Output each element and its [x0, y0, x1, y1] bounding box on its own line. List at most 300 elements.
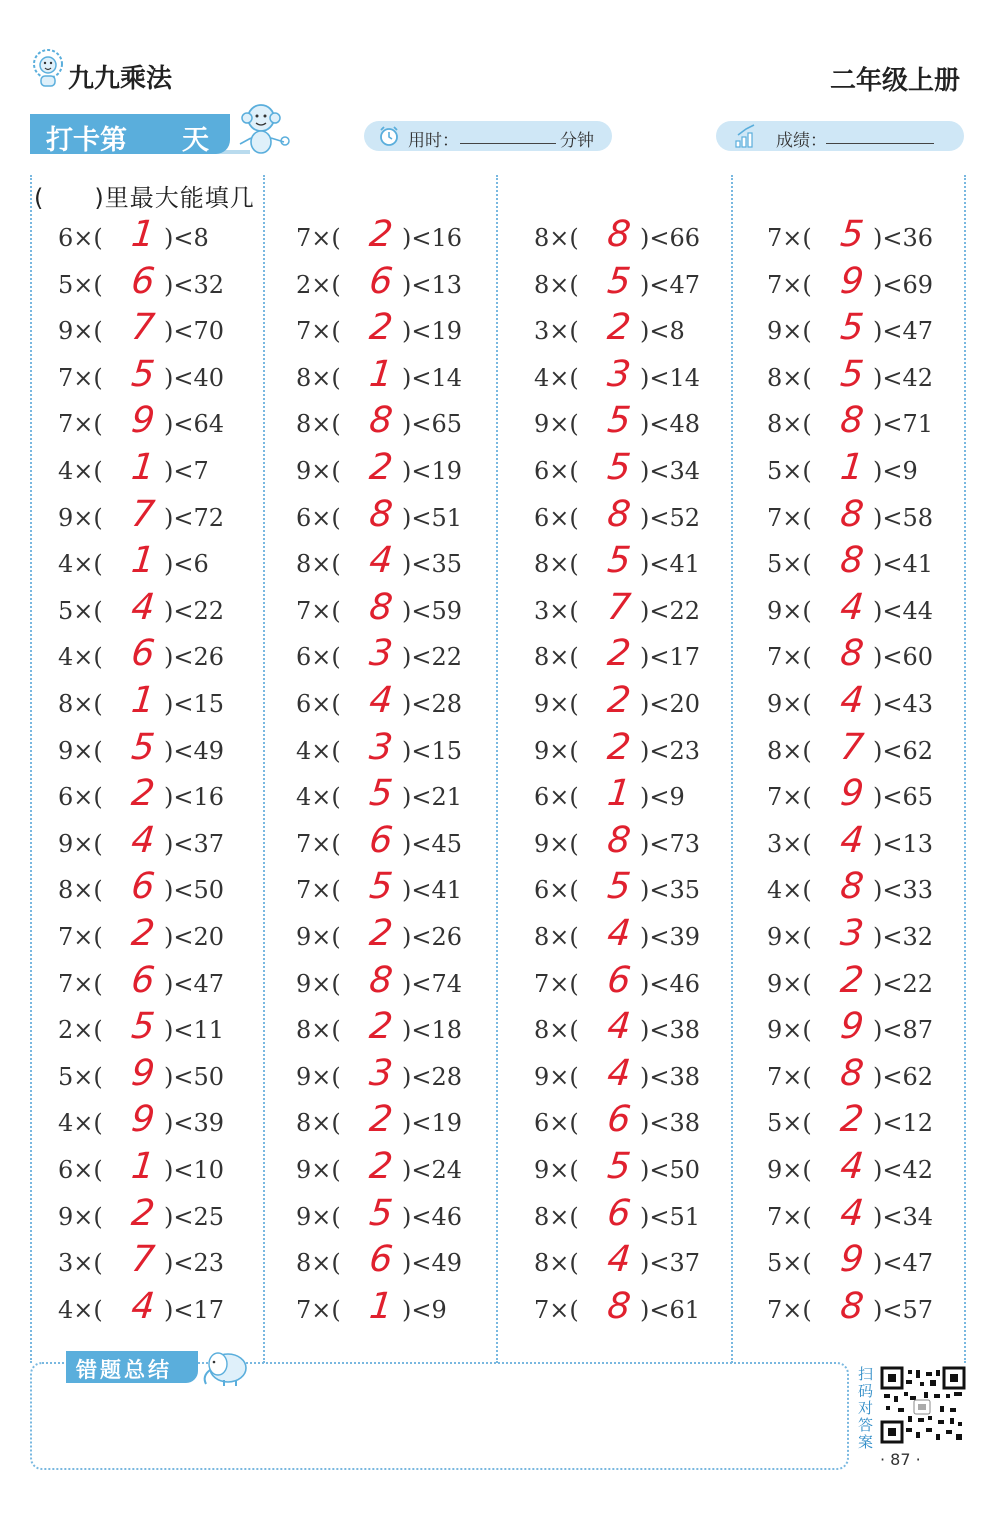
problem-item: [534, 1239, 714, 1287]
problem-item: [767, 1099, 947, 1147]
problem-right: )<9: [402, 1295, 447, 1324]
problem-item: [296, 214, 476, 262]
problem-left: 6×(: [58, 783, 103, 812]
problem-left: 6×(: [296, 503, 341, 532]
problem-left: 8×(: [296, 550, 341, 579]
problem-left: 4×(: [58, 457, 103, 485]
problem-left: 8×(: [534, 1249, 579, 1278]
problem-left: 9×(: [296, 457, 341, 485]
answer-blank[interactable]: 5: [367, 866, 395, 908]
problem-left: 4×(: [58, 550, 103, 579]
answer-blank[interactable]: 5: [367, 773, 395, 815]
answer-blank[interactable]: 8: [838, 400, 866, 442]
problem-item: [534, 819, 714, 868]
answer-blank[interactable]: 9: [838, 1006, 866, 1048]
answer-blank[interactable]: 6: [367, 260, 395, 302]
problem-right: )<7: [164, 457, 209, 485]
time-field[interactable]: [364, 121, 612, 151]
problem-item: [296, 1192, 476, 1241]
problem-left: 4×(: [534, 363, 579, 392]
problem-item: [534, 493, 714, 542]
problem-right: )<23: [640, 736, 701, 765]
column-divider: [496, 175, 498, 1363]
problem-left: 7×(: [58, 969, 103, 998]
answer-blank[interactable]: 4: [129, 586, 157, 628]
problem-item: [767, 1146, 947, 1194]
problem-right: )<40: [164, 363, 225, 392]
column-divider: [964, 175, 966, 1363]
answer-blank[interactable]: 1: [129, 214, 157, 255]
answer-blank[interactable]: 8: [367, 586, 395, 628]
answer-blank[interactable]: 3: [605, 353, 633, 395]
problem-item: [767, 913, 947, 961]
answer-blank[interactable]: 2: [605, 680, 633, 721]
answer-blank[interactable]: 8: [605, 214, 633, 255]
problem-item: [767, 773, 947, 821]
problem-right: )<14: [640, 363, 701, 392]
problem-left: 9×(: [534, 829, 579, 858]
answer-blank[interactable]: 4: [367, 540, 395, 582]
lion-logo-icon: [30, 48, 66, 88]
answer-blank[interactable]: 8: [838, 493, 866, 535]
problem-item: [58, 680, 238, 728]
elephant-mascot-icon: [198, 1344, 254, 1388]
problem-item: [296, 540, 476, 588]
answer-blank[interactable]: 6: [367, 819, 395, 861]
problem-left: 6×(: [534, 503, 579, 532]
problem-item: [534, 586, 714, 635]
answer-blank[interactable]: 5: [129, 726, 157, 768]
score-blank[interactable]: [826, 143, 934, 144]
problem-item: [296, 680, 476, 728]
problem-left: 9×(: [767, 690, 812, 718]
problem-right: )<8: [164, 224, 209, 252]
problem-item: [296, 773, 476, 821]
problem-left: 9×(: [534, 1156, 579, 1184]
problem-left: 7×(: [767, 1202, 812, 1231]
problem-left: 4×(: [58, 1295, 103, 1324]
problem-right: )<62: [873, 736, 934, 765]
problem-right: )<15: [164, 690, 225, 718]
problem-item: [58, 1052, 238, 1101]
answer-blank[interactable]: 8: [838, 1285, 866, 1327]
problem-left: 9×(: [58, 317, 103, 346]
answer-blank[interactable]: 2: [129, 913, 157, 954]
answer-blank[interactable]: 6: [367, 1239, 395, 1281]
answer-blank[interactable]: 4: [838, 1192, 866, 1234]
problem-left: 4×(: [767, 876, 812, 905]
answer-blank[interactable]: 2: [605, 307, 633, 349]
answer-blank[interactable]: 5: [605, 447, 633, 488]
problem-right: )<24: [402, 1156, 463, 1184]
checkin-suffix: 天: [182, 125, 209, 156]
answer-blank[interactable]: 2: [367, 214, 395, 255]
problem-item: [58, 866, 238, 914]
problem-left: 4×(: [58, 1109, 103, 1138]
problem-right: )<46: [402, 1202, 463, 1231]
answer-blank[interactable]: 1: [367, 353, 395, 395]
answer-blank[interactable]: 6: [129, 633, 157, 675]
answer-blank[interactable]: 5: [129, 1006, 157, 1048]
answer-blank[interactable]: 1: [129, 447, 157, 488]
answer-blank[interactable]: 5: [129, 353, 157, 395]
problem-right: )<32: [164, 270, 225, 299]
problem-item: [534, 773, 714, 821]
problem-item: [767, 1192, 947, 1241]
mistake-summary-tag: [66, 1351, 198, 1383]
problem-left: 3×(: [58, 1249, 103, 1278]
problem-right: )<47: [640, 270, 701, 299]
problem-item: [767, 353, 947, 402]
problem-item: [296, 586, 476, 635]
answer-blank[interactable]: 4: [838, 1146, 866, 1187]
answer-blank[interactable]: 4: [129, 1285, 157, 1327]
answer-blank[interactable]: 4: [838, 680, 866, 721]
answer-blank[interactable]: 1: [367, 1285, 395, 1327]
qr-code-icon[interactable]: [880, 1366, 966, 1444]
problem-item: [296, 400, 476, 448]
problem-item: [534, 214, 714, 262]
answer-blank[interactable]: 1: [605, 773, 633, 815]
answer-blank[interactable]: 9: [838, 773, 866, 815]
problem-right: )<49: [402, 1249, 463, 1278]
problem-item: [534, 307, 714, 355]
problem-right: )<39: [164, 1109, 225, 1138]
problem-item: [534, 1052, 714, 1101]
problem-left: 8×(: [58, 690, 103, 718]
problem-item: [767, 680, 947, 728]
answer-blank[interactable]: 5: [367, 1192, 395, 1234]
column-divider: [30, 175, 32, 1363]
problem-right: )<22: [402, 643, 463, 672]
answer-blank[interactable]: 7: [129, 1239, 157, 1281]
problem-item: [534, 1192, 714, 1241]
answer-blank[interactable]: 9: [838, 1239, 866, 1281]
problem-item: [58, 260, 238, 309]
answer-blank[interactable]: 2: [367, 447, 395, 488]
answer-blank[interactable]: 8: [605, 819, 633, 861]
problem-right: )<19: [402, 317, 463, 346]
problem-right: )<11: [164, 1016, 225, 1045]
problem-item: [767, 260, 947, 309]
problem-item: [534, 866, 714, 914]
answer-blank[interactable]: 3: [367, 726, 395, 768]
column-divider: [731, 175, 733, 1363]
problem-right: )<47: [164, 969, 225, 998]
problem-item: [534, 353, 714, 402]
answer-blank[interactable]: 8: [838, 633, 866, 675]
answer-blank[interactable]: 6: [605, 1192, 633, 1234]
problem-left: 4×(: [58, 643, 103, 672]
problem-right: )<8: [640, 317, 685, 346]
time-label: 用时：: [408, 131, 459, 151]
problem-item: [767, 400, 947, 448]
problem-left: 8×(: [534, 1016, 579, 1045]
answer-blank[interactable]: 4: [367, 680, 395, 721]
problem-right: )<19: [402, 457, 463, 485]
problem-item: [296, 633, 476, 681]
answer-blank[interactable]: 6: [129, 959, 157, 1001]
answer-blank[interactable]: 8: [838, 866, 866, 908]
problem-left: 9×(: [534, 690, 579, 718]
answer-blank[interactable]: 4: [129, 819, 157, 861]
problem-item: [58, 819, 238, 868]
problem-right: )<17: [164, 1295, 225, 1324]
answer-blank[interactable]: 3: [838, 913, 866, 954]
problem-left: 8×(: [767, 410, 812, 439]
answer-blank[interactable]: 9: [129, 1099, 157, 1141]
problem-right: )<34: [873, 1202, 934, 1231]
problem-right: )<45: [402, 829, 463, 858]
problem-right: )<42: [873, 1156, 934, 1184]
problem-right: )<50: [640, 1156, 701, 1184]
problem-item: [767, 726, 947, 775]
problem-item: [296, 493, 476, 542]
answer-blank[interactable]: 8: [605, 493, 633, 535]
answer-blank[interactable]: 2: [605, 726, 633, 768]
answer-blank[interactable]: 2: [367, 307, 395, 349]
answer-blank[interactable]: 5: [838, 214, 866, 255]
problem-left: 9×(: [534, 410, 579, 439]
answer-blank[interactable]: 1: [129, 540, 157, 582]
problem-right: )<10: [164, 1156, 225, 1184]
problem-item: [58, 1239, 238, 1287]
score-chart-icon: [734, 123, 760, 149]
problem-right: )<57: [873, 1295, 934, 1324]
answer-blank[interactable]: 1: [129, 680, 157, 721]
problem-right: )<64: [164, 410, 225, 439]
mistake-summary-title: 错题总结: [76, 1358, 172, 1382]
answer-blank[interactable]: 6: [129, 866, 157, 908]
answer-blank[interactable]: 7: [129, 307, 157, 349]
problem-item: [534, 680, 714, 728]
problem-left: 7×(: [296, 596, 341, 625]
answer-blank[interactable]: 2: [838, 959, 866, 1001]
answer-blank[interactable]: 1: [838, 447, 866, 488]
answer-blank[interactable]: 7: [605, 586, 633, 628]
answer-blank[interactable]: 2: [838, 1099, 866, 1141]
problem-item: [767, 1285, 947, 1334]
problem-item: [767, 307, 947, 355]
problem-left: 4×(: [296, 783, 341, 812]
problem-item: [58, 493, 238, 542]
problem-item: [534, 726, 714, 775]
answer-blank[interactable]: 3: [367, 1052, 395, 1094]
problem-item: [534, 1146, 714, 1194]
problem-right: )<9: [873, 457, 918, 485]
answer-blank[interactable]: 9: [838, 260, 866, 302]
problem-item: [296, 959, 476, 1008]
problem-right: )<50: [164, 876, 225, 905]
problem-item: [58, 1099, 238, 1147]
answer-blank[interactable]: 6: [605, 959, 633, 1001]
problem-item: [58, 353, 238, 402]
problem-item: [296, 726, 476, 775]
answer-blank[interactable]: 5: [605, 540, 633, 582]
problem-left: 8×(: [534, 643, 579, 672]
problem-left: 7×(: [534, 1295, 579, 1324]
answer-blank[interactable]: 4: [605, 1052, 633, 1094]
problem-right: )<14: [402, 363, 463, 392]
answer-blank[interactable]: 2: [367, 1146, 395, 1187]
problem-right: )<9: [640, 783, 685, 812]
problem-item: [767, 1239, 947, 1287]
problem-right: )<33: [873, 876, 934, 905]
answer-blank[interactable]: 5: [838, 307, 866, 349]
problem-right: )<28: [402, 1062, 463, 1091]
problem-right: )<62: [873, 1062, 934, 1091]
problem-right: )<73: [640, 829, 701, 858]
problem-left: 8×(: [767, 736, 812, 765]
problem-item: [296, 447, 476, 495]
problem-right: )<12: [873, 1109, 934, 1138]
problem-right: )<41: [873, 550, 934, 579]
problem-left: 7×(: [767, 1295, 812, 1324]
problem-right: )<38: [640, 1062, 701, 1091]
answer-blank[interactable]: 5: [605, 260, 633, 302]
problem-left: 8×(: [534, 550, 579, 579]
answer-blank[interactable]: 3: [367, 633, 395, 675]
problem-right: )<44: [873, 596, 934, 625]
answer-blank[interactable]: 8: [367, 959, 395, 1001]
answer-blank[interactable]: 7: [838, 726, 866, 768]
problem-item: [58, 540, 238, 588]
answer-blank[interactable]: 6: [605, 1099, 633, 1141]
problem-left: 9×(: [58, 1202, 103, 1231]
answer-blank[interactable]: 5: [605, 400, 633, 442]
problem-left: 7×(: [767, 224, 812, 252]
problem-left: 9×(: [58, 829, 103, 858]
problem-left: 9×(: [767, 1156, 812, 1184]
problem-left: 7×(: [767, 1062, 812, 1091]
problem-left: 3×(: [534, 317, 579, 346]
problem-left: 8×(: [296, 1249, 341, 1278]
problem-left: 8×(: [296, 1109, 341, 1138]
problem-item: [296, 1052, 476, 1101]
answer-blank[interactable]: 6: [129, 260, 157, 302]
answer-blank[interactable]: 2: [605, 633, 633, 675]
answer-blank[interactable]: 4: [605, 1006, 633, 1048]
answer-blank[interactable]: 8: [367, 400, 395, 442]
problem-item: [58, 586, 238, 635]
problem-item: [767, 540, 947, 588]
problem-right: )<66: [640, 224, 701, 252]
answer-blank[interactable]: 4: [605, 913, 633, 954]
answer-blank[interactable]: 2: [367, 1099, 395, 1141]
problem-item: [296, 353, 476, 402]
answer-blank[interactable]: 2: [367, 913, 395, 954]
problem-right: )<87: [873, 1016, 934, 1045]
answer-blank[interactable]: 5: [838, 353, 866, 395]
problem-right: )<22: [640, 596, 701, 625]
problem-left: 7×(: [767, 270, 812, 299]
problem-right: )<38: [640, 1016, 701, 1045]
answer-blank[interactable]: 8: [838, 1052, 866, 1094]
problem-right: )<20: [640, 690, 701, 718]
problem-right: )<21: [402, 783, 463, 812]
answer-blank[interactable]: 5: [605, 866, 633, 908]
problem-item: [534, 400, 714, 448]
answer-blank[interactable]: 5: [605, 1146, 633, 1187]
problem-right: )<15: [402, 736, 463, 765]
problem-left: 9×(: [767, 923, 812, 951]
problem-left: 9×(: [58, 736, 103, 765]
answer-blank[interactable]: 8: [367, 493, 395, 535]
problem-right: )<35: [640, 876, 701, 905]
problem-left: 2×(: [58, 1016, 103, 1045]
problem-item: [58, 214, 238, 262]
problem-right: )<42: [873, 363, 934, 392]
answer-blank[interactable]: 2: [129, 773, 157, 815]
time-blank[interactable]: [460, 143, 556, 144]
problem-left: 8×(: [296, 410, 341, 439]
answer-blank[interactable]: 4: [838, 819, 866, 861]
problem-left: 5×(: [58, 596, 103, 625]
problem-right: )<18: [402, 1016, 463, 1045]
checkin-banner: [30, 114, 230, 154]
problem-left: 9×(: [534, 1062, 579, 1091]
problem-right: )<58: [873, 503, 934, 532]
problem-left: 6×(: [534, 783, 579, 812]
problem-left: 9×(: [296, 1202, 341, 1231]
problem-item: [296, 819, 476, 868]
problem-left: 5×(: [767, 1249, 812, 1278]
problem-right: )<50: [164, 1062, 225, 1091]
problem-left: 7×(: [296, 224, 341, 252]
answer-blank[interactable]: 7: [129, 493, 157, 535]
problem-item: [296, 1099, 476, 1147]
answer-blank[interactable]: 8: [838, 540, 866, 582]
problem-right: )<52: [640, 503, 701, 532]
problem-item: [296, 1006, 476, 1054]
answer-blank[interactable]: 2: [367, 1006, 395, 1048]
problem-left: 9×(: [767, 317, 812, 346]
problem-right: )<71: [873, 410, 934, 439]
problem-right: )<20: [164, 923, 225, 951]
problem-item: [58, 1006, 238, 1054]
answer-blank[interactable]: 8: [605, 1285, 633, 1327]
problem-item: [296, 1146, 476, 1194]
problem-left: 3×(: [767, 829, 812, 858]
problem-item: [767, 447, 947, 495]
problem-right: )<38: [640, 1109, 701, 1138]
problem-left: 9×(: [58, 503, 103, 532]
problem-right: )<22: [873, 969, 934, 998]
answer-blank[interactable]: 4: [838, 586, 866, 628]
scan-for-answers-label: 扫码对答案: [858, 1365, 874, 1451]
answer-blank[interactable]: 2: [129, 1192, 157, 1234]
problem-item: [767, 866, 947, 914]
problem-left: 8×(: [534, 224, 579, 252]
problem-left: 8×(: [534, 923, 579, 951]
problem-left: 9×(: [296, 1156, 341, 1184]
problem-right: )<37: [164, 829, 225, 858]
problem-item: [296, 260, 476, 309]
score-field[interactable]: [716, 121, 964, 151]
problem-right: )<13: [402, 270, 463, 299]
answer-blank[interactable]: 1: [129, 1146, 157, 1187]
problem-item: [534, 1006, 714, 1054]
column-divider: [263, 175, 265, 1363]
problem-right: )<43: [873, 690, 934, 718]
answer-blank[interactable]: 9: [129, 400, 157, 442]
problem-item: [296, 307, 476, 355]
problem-right: )<23: [164, 1249, 225, 1278]
problem-item: [767, 1006, 947, 1054]
alarm-clock-icon: [378, 125, 400, 147]
answer-blank[interactable]: 4: [605, 1239, 633, 1281]
answer-blank[interactable]: 9: [129, 1052, 157, 1094]
